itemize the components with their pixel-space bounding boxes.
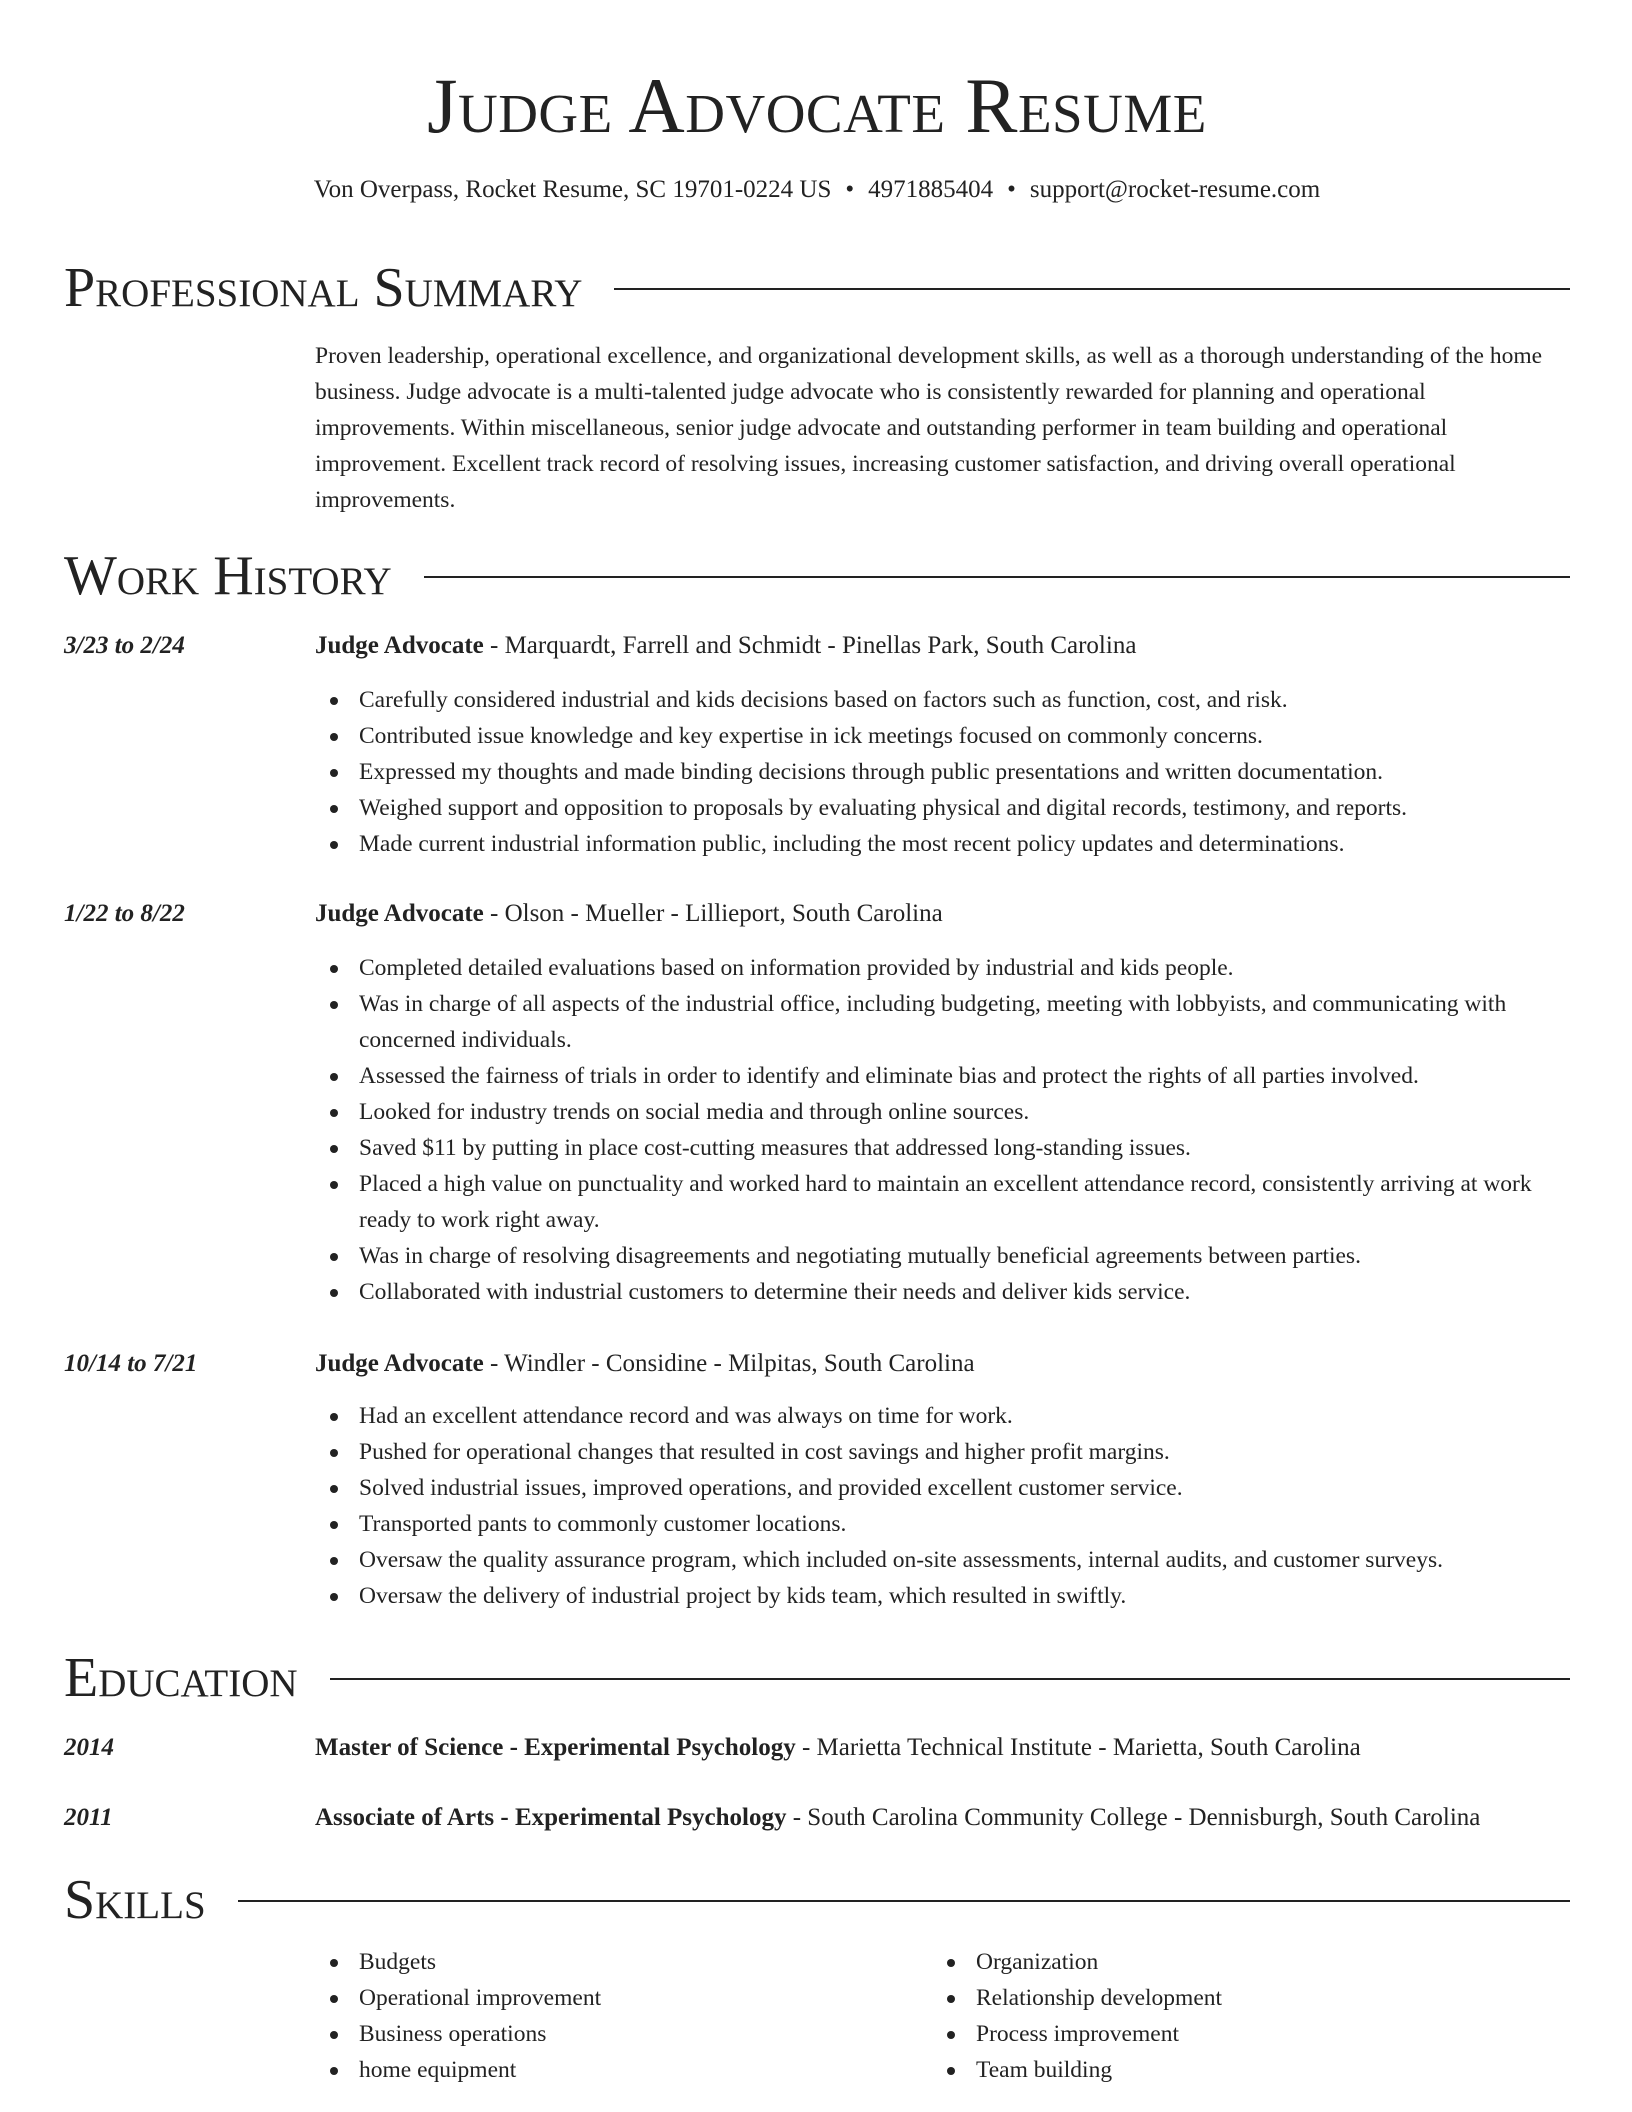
skill-item: Operational improvement bbox=[315, 1980, 932, 2016]
job-bullets bbox=[315, 950, 1570, 1310]
list-item: Expressed my thoughts and made binding decisions through public presentations and written documentation. bbox=[315, 754, 1570, 790]
list-item: Assessed the fairness of trials in order to identify and eliminate bias and protect the rights of all parties involved. bbox=[315, 1058, 1570, 1094]
education-details: - South Carolina Community College - Dennisburgh, South Carolina bbox=[786, 1804, 1481, 1831]
job-role: Judge Advocate bbox=[315, 632, 484, 659]
education-heading bbox=[315, 1730, 1570, 1766]
job-dates: 10/14 to 7/21 bbox=[64, 1350, 198, 1377]
list-item: Solved industrial issues, improved operations, and provided excellent customer service. bbox=[315, 1470, 1570, 1506]
job-heading bbox=[315, 1346, 1570, 1382]
list-item: Saved $11 by putting in place cost-cutting measures that addressed long-standing issues. bbox=[315, 1130, 1570, 1166]
contact-phone: 4971885404 bbox=[868, 176, 994, 203]
contact-address: Von Overpass, Rocket Resume, SC 19701-0224 US bbox=[313, 176, 832, 203]
contact-email: support@rocket-resume.com bbox=[1029, 176, 1321, 203]
section-title: Education bbox=[64, 1647, 298, 1709]
education-details: - Marietta Technical Institute - Marietta, South Carolina bbox=[795, 1734, 1361, 1761]
list-item: Made current industrial information public, including the most recent policy updates and determinations. bbox=[315, 826, 1570, 862]
contact-line bbox=[64, 174, 1570, 206]
section-heading-education bbox=[64, 1648, 1570, 1708]
job-dates: 3/23 to 2/24 bbox=[64, 632, 185, 659]
section-divider bbox=[330, 1678, 1570, 1680]
section-heading-work-history bbox=[64, 546, 1570, 606]
list-item: Looked for industry trends on social media and through online sources. bbox=[315, 1094, 1570, 1130]
list-item: Was in charge of all aspects of the industrial office, including budgeting, meeting with lobbyists, and communicating with concerned individuals. bbox=[315, 986, 1570, 1058]
resume-title: Judge Advocate Resume bbox=[427, 62, 1207, 149]
summary-text: Proven leadership, operational excellence, and organizational development skills, as well as a thorough understanding of the home business. Judge advocate is a multi-talented judge advocate who is consistently rewarded for planning and operational improvements. Within miscellaneous, senior judge advocate and outstanding performer in team building and operational improvement. Excellent track record of resolving issues, increasing customer satisfaction, and driving overall operational improvements. bbox=[315, 343, 1543, 513]
list-item: Oversaw the delivery of industrial project by kids team, which resulted in swiftly. bbox=[315, 1578, 1570, 1614]
education-year: 2014 bbox=[64, 1734, 114, 1761]
list-item: Pushed for operational changes that resulted in cost savings and higher profit margins. bbox=[315, 1434, 1570, 1470]
education-entry bbox=[64, 1730, 1570, 1766]
job-bullets bbox=[315, 1398, 1570, 1614]
job-bullets bbox=[315, 682, 1570, 862]
list-item: Oversaw the quality assurance program, which included on-site assessments, internal audits, and customer surveys. bbox=[315, 1542, 1570, 1578]
skill-item: Organization bbox=[932, 1944, 1549, 1980]
contact-separator: • bbox=[1007, 176, 1016, 203]
education-degree: Associate of Arts - Experimental Psychology bbox=[315, 1804, 787, 1831]
education-year: 2011 bbox=[64, 1804, 113, 1831]
contact-separator: • bbox=[845, 176, 855, 203]
section-title: Skills bbox=[64, 1869, 206, 1931]
section-divider bbox=[238, 1900, 1570, 1902]
job-details: - Marquardt, Farrell and Schmidt - Pinellas Park, South Carolina bbox=[483, 632, 1137, 659]
list-item: Transported pants to commonly customer locations. bbox=[315, 1506, 1570, 1542]
section-divider bbox=[424, 576, 1570, 578]
skill-item: home equipment bbox=[315, 2052, 932, 2088]
list-item: Collaborated with industrial customers to determine their needs and deliver kids service. bbox=[315, 1274, 1570, 1310]
list-item: Had an excellent attendance record and was always on time for work. bbox=[315, 1398, 1570, 1434]
job-heading bbox=[315, 628, 1570, 664]
skill-item: Team building bbox=[932, 2052, 1549, 2088]
section-title: Work History bbox=[64, 545, 392, 607]
skill-item: Business operations bbox=[315, 2016, 932, 2052]
skills-column-left bbox=[315, 1944, 932, 2088]
skills-column-right bbox=[932, 1944, 1549, 2088]
skill-item: Relationship development bbox=[932, 1980, 1549, 2016]
job-details: - Windler - Considine - Milpitas, South Carolina bbox=[483, 1350, 975, 1377]
job-role: Judge Advocate bbox=[315, 1350, 484, 1377]
section-heading-skills bbox=[64, 1870, 1570, 1930]
list-item: Completed detailed evaluations based on information provided by industrial and kids people. bbox=[315, 950, 1570, 986]
education-heading bbox=[315, 1800, 1570, 1836]
job-heading bbox=[315, 896, 1570, 932]
list-item: Was in charge of resolving disagreements and negotiating mutually beneficial agreements between parties. bbox=[315, 1238, 1570, 1274]
education-degree: Master of Science - Experimental Psychology bbox=[315, 1734, 796, 1761]
resume-page bbox=[64, 0, 1570, 2083]
skill-item: Process improvement bbox=[932, 2016, 1549, 2052]
job-details: - Olson - Mueller - Lillieport, South Carolina bbox=[483, 900, 943, 927]
list-item: Placed a high value on punctuality and worked hard to maintain an excellent attendance record, consistently arriving at work ready to work right away. bbox=[315, 1166, 1570, 1238]
skill-item: Budgets bbox=[315, 1944, 932, 1980]
job-entry bbox=[64, 896, 1570, 1310]
job-entry bbox=[64, 1346, 1570, 1614]
section-title: Professional Summary bbox=[64, 257, 583, 319]
education-entry bbox=[64, 1800, 1570, 1836]
list-item: Carefully considered industrial and kids decisions based on factors such as function, cost, and risk. bbox=[315, 682, 1570, 718]
job-dates: 1/22 to 8/22 bbox=[64, 900, 185, 927]
list-item: Contributed issue knowledge and key expertise in ick meetings focused on commonly concerns. bbox=[315, 718, 1570, 754]
job-role: Judge Advocate bbox=[315, 900, 484, 927]
job-entry bbox=[64, 628, 1570, 862]
list-item: Weighed support and opposition to proposals by evaluating physical and digital records, testimony, and reports. bbox=[315, 790, 1570, 826]
skills-list bbox=[315, 1944, 1570, 2088]
section-divider bbox=[614, 288, 1570, 290]
section-heading-summary bbox=[64, 258, 1570, 318]
